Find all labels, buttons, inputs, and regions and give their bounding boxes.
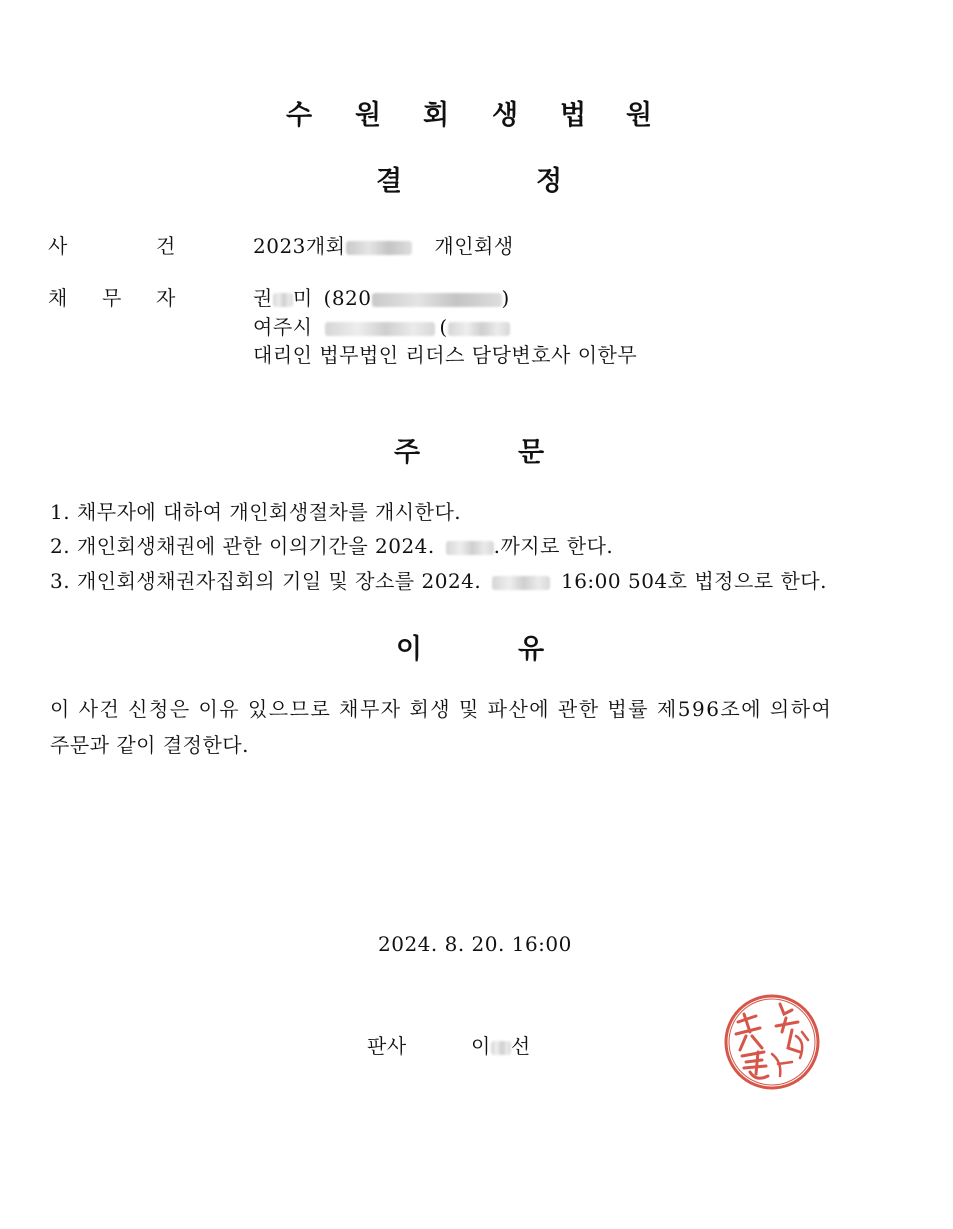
debtor-name-line	[253, 282, 510, 311]
debtor-name-first: 권	[253, 286, 273, 310]
document-title-char: 결	[376, 166, 404, 197]
debtor-label-char: 자	[156, 286, 176, 310]
reason-text-line-2: 주문과 같이 결정한다.	[50, 733, 249, 757]
judge-name-first: 이	[471, 1034, 491, 1058]
order-item-1: 1. 채무자에 대하여 개인회생절차를 개시한다.	[50, 500, 462, 524]
debtor-address-suffix: (	[439, 315, 448, 339]
redacted-debtor-name	[273, 293, 293, 307]
court-name-char: 수	[286, 100, 314, 131]
debtor-name-last: 미	[292, 286, 313, 310]
judge-name	[471, 1030, 531, 1059]
court-name-char: 생	[492, 100, 520, 131]
order-item-2-suffix: .까지로 한다.	[493, 534, 614, 558]
judge-label: 판사	[367, 1034, 407, 1058]
order-heading-char: 주	[394, 437, 422, 468]
order-item-2	[50, 530, 613, 559]
debtor-id-prefix: (820	[323, 286, 372, 310]
case-label-char: 사	[48, 234, 68, 258]
redacted-debtor-address-detail	[448, 322, 510, 336]
debtor-id-suffix: )	[501, 286, 510, 310]
order-heading-char: 문	[518, 437, 546, 468]
case-type: 개인회생	[434, 234, 514, 258]
debtor-address-prefix: 여주시	[253, 315, 313, 339]
court-name-char: 원	[355, 100, 383, 131]
reason-heading-char: 이	[396, 634, 424, 665]
debtor-label-char: 무	[102, 286, 122, 310]
redacted-meeting-date	[492, 576, 550, 590]
order-item-3-prefix: 3. 개인회생채권자집회의 기일 및 장소를 2024.	[50, 569, 482, 593]
judge-name-last: 선	[510, 1034, 531, 1058]
order-item-3-suffix: 16:00 504호 법정으로 한다.	[560, 569, 827, 593]
redacted-case-number	[346, 241, 412, 255]
debtor-agent: 대리인 법무법인 리더스 담당변호사 이한무	[253, 343, 638, 367]
court-name-char: 법	[560, 100, 588, 131]
debtor-address-line	[253, 311, 510, 340]
case-number: 2023개회	[253, 234, 346, 258]
order-item-2-prefix: 2. 개인회생채권에 관한 이의기간을 2024.	[50, 534, 435, 558]
debtor-label-char: 채	[48, 286, 68, 310]
order-item-3	[50, 565, 827, 594]
court-name-char: 회	[423, 100, 451, 131]
redacted-objection-date	[446, 541, 494, 555]
court-name-char: 원	[626, 100, 654, 131]
reason-heading-char: 유	[518, 634, 546, 665]
redacted-debtor-address	[325, 322, 435, 336]
reason-text-line-1: 이 사건 신청은 이유 있으므로 채무자 회생 및 파산에 관한 법률 제596조에 의하여	[50, 697, 833, 721]
redacted-debtor-id	[372, 293, 502, 307]
document-title-char: 정	[536, 166, 564, 197]
case-value	[253, 230, 514, 259]
judge-seal-stamp	[722, 992, 822, 1092]
case-label-char: 건	[156, 234, 176, 258]
decision-date: 2024. 8. 20. 16:00	[378, 932, 572, 956]
redacted-judge-name	[491, 1041, 511, 1055]
